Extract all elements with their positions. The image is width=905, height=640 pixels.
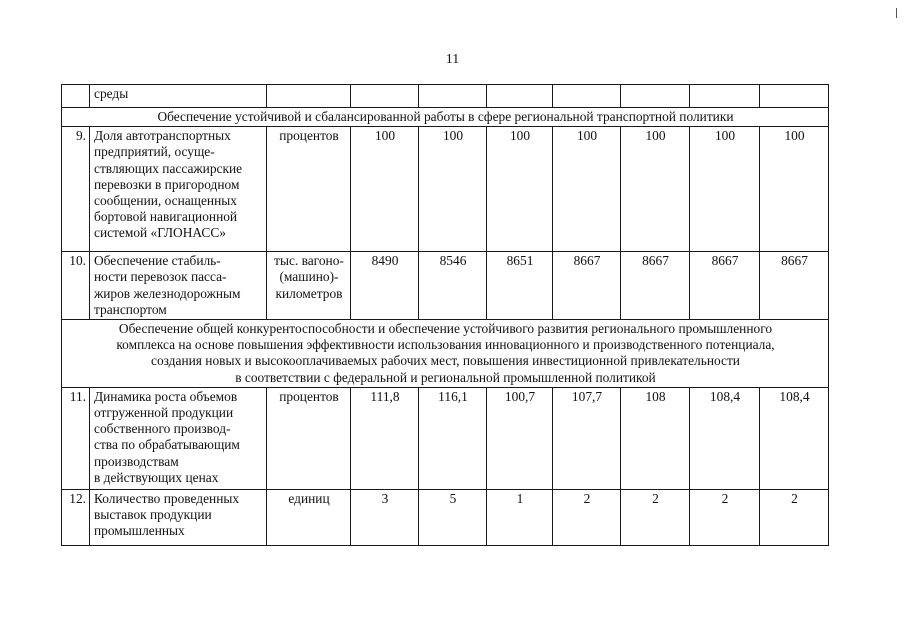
row-number [62,387,90,489]
value-cell [621,85,690,108]
table-row [62,489,829,545]
value-cell [621,489,690,545]
value-cell [553,85,621,108]
value-cell [690,387,760,489]
indicator-name-line: выставок продукции [94,507,212,523]
indicator-name-line: предприятий, осуще- [94,144,215,160]
value-cell [621,127,690,252]
value-cell [487,489,553,545]
value-cell-line: 108,4 [709,388,741,404]
value-cell [621,252,690,320]
value-cell-line: 116,1 [438,388,468,404]
indicator-name-line: жиров железнодорожным [94,285,241,301]
indicator-name-line: собственного производ- [94,421,231,437]
value-cell [419,489,487,545]
unit-of-measure [267,252,351,320]
value-cell [690,252,760,320]
section-heading-line: создания новых и высокооплачиваемых рабочих мест, повышения инвестиционной привлекательности [151,353,740,369]
table-row [62,127,829,252]
value-cell [487,252,553,320]
value-cell-line: 3 [381,490,389,506]
value-cell [419,387,487,489]
value-cell-line: 2 [652,490,659,506]
value-cell-line: 2 [583,490,591,506]
value-cell [690,489,760,545]
table-row [62,85,829,108]
indicator-name [90,489,267,545]
value-cell-line: 8490 [371,253,399,269]
value-cell [553,252,621,320]
section-heading-line: в соответствии с федеральной и региональной промышленной политикой [235,369,656,385]
row-number-line: 11. [69,388,86,404]
table-row [62,387,829,489]
value-cell [760,489,829,545]
value-cell [487,127,553,252]
value-cell-line: 100 [442,128,464,144]
value-cell [419,252,487,320]
value-cell [419,85,487,108]
indicator-name-line: Количество проведенных [94,490,240,506]
unit-of-measure [267,127,351,252]
unit-of-measure-line: процентов [279,128,339,144]
indicator-name-line: ствляющих пассажирские [94,160,243,176]
value-cell-line: 100 [714,128,736,144]
indicator-name-line: перевозки в пригородном [94,176,240,192]
value-cell-line: 100 [374,128,396,144]
value-cell-line: 8667 [573,253,601,269]
row-number-line: 9. [75,128,86,144]
indicator-name [90,127,267,252]
value-cell [351,489,419,545]
section-heading-line: Обеспечение общей конкурентоспособности и обеспечение устойчивого развития регионального промышленного [118,321,773,337]
value-cell-line: 100,7 [504,388,536,404]
row-number [62,85,90,108]
value-cell-line: 108,4 [779,388,810,404]
indicator-name-line: системой «ГЛОНАСС» [94,225,226,241]
value-cell [553,489,621,545]
indicator-name-line: ства по обрабатывающим [94,437,240,453]
value-cell-line: 100 [645,128,666,144]
indicator-name-line: Обеспечение стабиль- [94,253,221,269]
indicator-name-line: среды [94,86,129,101]
value-cell-line: 8651 [506,253,534,269]
indicator-name-line: сообщении, оснащенных [94,193,237,209]
row-number [62,252,90,320]
unit-of-measure [267,489,351,545]
section-heading-line: Обеспечение устойчивой и сбалансированной работы в сфере региональной транспортной политики [157,109,734,124]
value-cell [760,387,829,489]
value-cell-line: 8667 [711,253,739,269]
value-cell [553,387,621,489]
value-cell [351,127,419,252]
indicator-name-line: отгруженной продукции [94,405,234,421]
value-cell [419,127,487,252]
unit-of-measure-line: тыс. вагоно- [274,253,344,269]
value-cell [553,127,621,252]
value-cell-line: 1 [516,490,524,506]
row-number-line: 10. [69,253,86,269]
section-heading [62,108,829,127]
value-cell-line: 8667 [642,253,669,269]
table-body [62,85,829,546]
section-row [62,108,829,127]
indicator-name-line: промышленных [94,523,185,539]
scan-edge-mark [896,8,897,18]
indicator-name [90,85,267,108]
value-cell-line: 2 [791,490,798,506]
indicator-name-line: транспортом [94,301,167,317]
unit-of-measure-line: единиц [288,490,330,506]
value-cell [487,387,553,489]
value-cell [487,85,553,108]
unit-of-measure [267,85,351,108]
value-cell-line: 5 [449,490,457,506]
value-cell-line: 100 [784,128,805,144]
value-cell [690,85,760,108]
value-cell-line: 2 [721,490,729,506]
value-cell-line: 100 [576,128,598,144]
indicator-name-line: в действующих ценах [94,469,219,485]
value-cell-line: 108 [645,388,666,404]
value-cell [351,252,419,320]
indicator-name-line: ности перевозок пасса- [94,269,227,285]
indicator-name-line: производствам [94,453,179,469]
unit-of-measure-line: километров [275,285,343,301]
indicator-name-line: Доля автотранспортных [94,128,231,144]
value-cell-line: 8667 [781,253,808,269]
row-number [62,127,90,252]
table-row [62,252,829,320]
section-heading-line: комплекса на основе повышения эффективности использования инновационного и производственного потенциала, [116,337,775,353]
value-cell [351,387,419,489]
value-cell-line: 8546 [439,253,467,269]
section-heading [62,320,829,388]
value-cell [621,387,690,489]
indicator-name-line: Динамика роста объемов [94,388,238,404]
unit-of-measure-line: (машино)- [279,269,339,285]
value-cell [351,85,419,108]
indicator-name [90,252,267,320]
indicator-name-line: бортовой навигационной [94,209,238,225]
unit-of-measure-line: процентов [279,388,339,404]
indicator-name [90,387,267,489]
section-row [62,320,829,388]
value-cell-line: 111,8 [370,388,400,404]
value-cell-line: 100 [509,128,531,144]
value-cell [760,252,829,320]
value-cell-line: 107,7 [571,388,603,404]
value-cell [760,127,829,252]
unit-of-measure [267,387,351,489]
value-cell [760,85,829,108]
indicators-table [61,84,829,546]
row-number-line: 12. [69,490,86,506]
page-number: 11 [445,52,460,67]
value-cell [690,127,760,252]
row-number [62,489,90,545]
